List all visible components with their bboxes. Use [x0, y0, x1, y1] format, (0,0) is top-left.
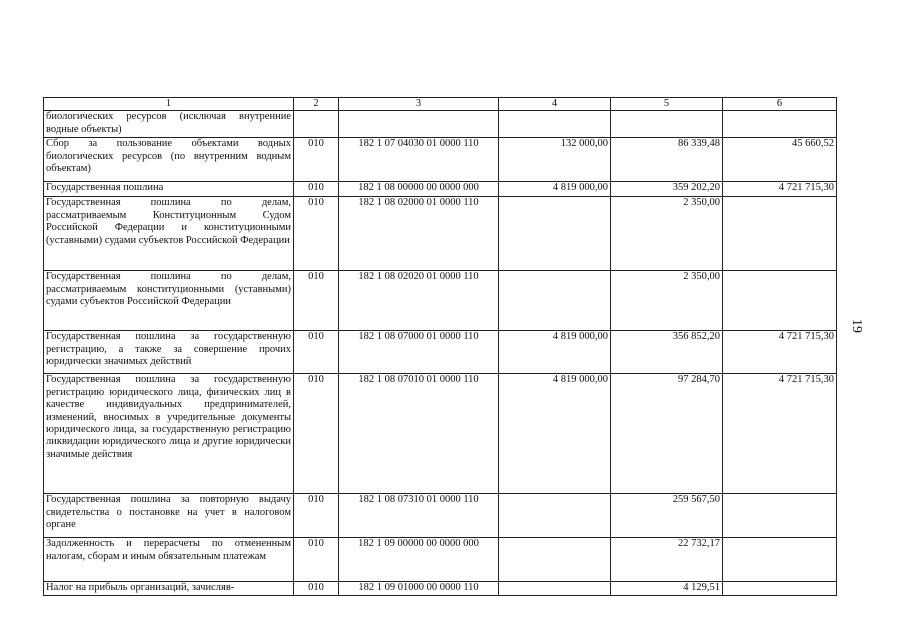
table-row [44, 197, 837, 271]
row-executed: 4 129,51 [611, 582, 723, 596]
row-kbk: 182 1 07 04030 01 0000 110 [339, 138, 499, 182]
row-executed: 356 852,20 [611, 331, 723, 374]
header-cell-1: 1 [44, 98, 294, 111]
row-code: 010 [294, 271, 339, 331]
row-name: Государственная пошлина за государственную регистрацию юридического лица, физических лиц в качестве индивидуальных предпринимателей, изменений, вносимых в учредительные документы юридического лица, за государственную регистрацию ликвидации юридического лица и другие юридически значимые действия [44, 374, 294, 494]
row-code: 010 [294, 538, 339, 582]
row-plan [499, 582, 611, 596]
row-executed: 86 339,48 [611, 138, 723, 182]
row-executed: 2 350,00 [611, 197, 723, 271]
row-kbk: 182 1 08 00000 00 0000 000 [339, 182, 499, 197]
table-row [44, 111, 837, 138]
row-plan [499, 271, 611, 331]
row-kbk: 182 1 08 07310 01 0000 110 [339, 494, 499, 538]
header-cell-3: 3 [339, 98, 499, 111]
row-remainder [723, 538, 837, 582]
row-kbk: 182 1 09 01000 00 0000 110 [339, 582, 499, 596]
table-row [44, 582, 837, 596]
row-name: Государственная пошлина по делам, рассматриваемым Конституционным Судом Российской Федерации и конституционными (уставными) судами субъектов Российской Федерации [44, 197, 294, 271]
table-row [44, 182, 837, 197]
table-row [44, 138, 837, 182]
header-cell-2: 2 [294, 98, 339, 111]
row-plan [499, 538, 611, 582]
row-plan [499, 111, 611, 138]
row-executed: 259 567,50 [611, 494, 723, 538]
page-number: 19 [849, 319, 864, 333]
row-plan: 132 000,00 [499, 138, 611, 182]
table-row [44, 331, 837, 374]
table-row [44, 374, 837, 494]
row-plan: 4 819 000,00 [499, 182, 611, 197]
row-code: 010 [294, 197, 339, 271]
row-remainder: 4 721 715,30 [723, 331, 837, 374]
row-code: 010 [294, 374, 339, 494]
row-remainder [723, 582, 837, 596]
row-remainder [723, 494, 837, 538]
row-name: биологических ресурсов (исключая внутренние водные объекты) [44, 111, 294, 138]
header-cell-5: 5 [611, 98, 723, 111]
row-name: Сбор за пользование объектами водных биологических ресурсов (по внутренним водным объектам) [44, 138, 294, 182]
table-row [44, 538, 837, 582]
row-name: Государственная пошлина за государственную регистрацию, а также за совершение прочих юридически значимых действий [44, 331, 294, 374]
row-kbk: 182 1 08 02000 01 0000 110 [339, 197, 499, 271]
row-remainder [723, 197, 837, 271]
row-kbk: 182 1 08 07010 01 0000 110 [339, 374, 499, 494]
revenue-table [43, 97, 837, 596]
row-plan [499, 197, 611, 271]
row-name: Государственная пошлина по делам, рассматриваемым конституционными (уставными) судами субъектов Российской Федерации [44, 271, 294, 331]
row-kbk [339, 111, 499, 138]
row-executed [611, 111, 723, 138]
row-code: 010 [294, 331, 339, 374]
row-executed: 359 202,20 [611, 182, 723, 197]
row-remainder: 45 660,52 [723, 138, 837, 182]
table-row [44, 271, 837, 331]
row-code: 010 [294, 182, 339, 197]
row-executed: 2 350,00 [611, 271, 723, 331]
header-row [44, 98, 837, 111]
row-kbk: 182 1 08 07000 01 0000 110 [339, 331, 499, 374]
row-plan: 4 819 000,00 [499, 331, 611, 374]
row-name: Государственная пошлина за повторную выдачу свидетельства о постановке на учет в налоговом органе [44, 494, 294, 538]
row-code: 010 [294, 494, 339, 538]
row-kbk: 182 1 08 02020 01 0000 110 [339, 271, 499, 331]
row-plan [499, 494, 611, 538]
row-remainder [723, 111, 837, 138]
row-remainder [723, 271, 837, 331]
header-cell-4: 4 [499, 98, 611, 111]
header-cell-6: 6 [723, 98, 837, 111]
row-remainder: 4 721 715,30 [723, 374, 837, 494]
row-name: Государственная пошлина [44, 182, 294, 197]
row-remainder: 4 721 715,30 [723, 182, 837, 197]
row-code [294, 111, 339, 138]
row-code: 010 [294, 582, 339, 596]
row-name: Задолженность и перерасчеты по отмененным налогам, сборам и иным обязательным платежам [44, 538, 294, 582]
row-name: Налог на прибыль организаций, зачисляв- [44, 582, 294, 596]
row-code: 010 [294, 138, 339, 182]
row-plan: 4 819 000,00 [499, 374, 611, 494]
row-executed: 97 284,70 [611, 374, 723, 494]
row-kbk: 182 1 09 00000 00 0000 000 [339, 538, 499, 582]
row-executed: 22 732,17 [611, 538, 723, 582]
table-row [44, 494, 837, 538]
